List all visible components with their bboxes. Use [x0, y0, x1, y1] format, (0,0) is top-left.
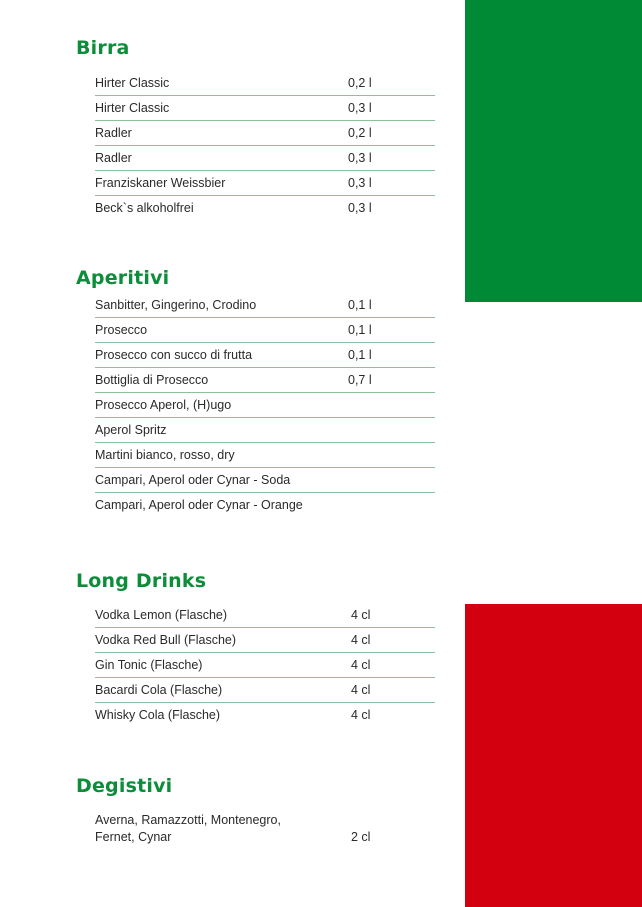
item-name: Bottiglia di Prosecco — [95, 373, 209, 387]
list-item — [95, 493, 435, 518]
item-name: Hirter Classic — [95, 76, 170, 90]
list-item — [95, 121, 435, 146]
section-aperitivi — [76, 267, 436, 512]
item-name: Franziskaner Weissbier — [95, 176, 226, 190]
flag-red-block — [465, 604, 642, 907]
item-size: 0,7 l — [348, 373, 372, 387]
item-name: Radler — [95, 126, 132, 140]
item-name: Campari, Aperol oder Cynar - Orange — [95, 498, 303, 512]
list-item — [95, 603, 435, 628]
list-item — [95, 653, 435, 678]
item-name: Vodka Red Bull (Flasche) — [95, 633, 237, 647]
section-degistivi — [76, 775, 436, 844]
list-item — [95, 443, 435, 468]
item-name: Radler — [95, 151, 132, 165]
section-title-long-drinks: Long Drinks — [76, 570, 207, 592]
degistivi-list — [95, 812, 435, 848]
item-name: Martini bianco, rosso, dry — [95, 448, 235, 462]
item-size: 4 cl — [351, 708, 371, 722]
item-size: 0,3 l — [348, 151, 372, 165]
item-name: Sanbitter, Gingerino, Crodino — [95, 298, 257, 312]
list-item — [95, 678, 435, 703]
item-size: 0,1 l — [348, 323, 372, 337]
item-size: 0,2 l — [348, 126, 372, 140]
item-name: Vodka Lemon (Flasche) — [95, 608, 228, 622]
list-item — [95, 368, 435, 393]
item-name: Whisky Cola (Flasche) — [95, 708, 221, 722]
section-title-aperitivi: Aperitivi — [76, 267, 170, 289]
list-item — [95, 628, 435, 653]
item-size: 0,3 l — [348, 101, 372, 115]
list-item — [95, 146, 435, 171]
aperitivi-list — [95, 293, 435, 518]
section-title-degistivi: Degistivi — [76, 775, 173, 797]
list-item — [95, 171, 435, 196]
item-name: Campari, Aperol oder Cynar - Soda — [95, 473, 291, 487]
list-item — [95, 812, 435, 848]
item-name: Gin Tonic (Flasche) — [95, 658, 203, 672]
list-item — [95, 196, 435, 221]
item-size: 4 cl — [351, 608, 371, 622]
item-name: Prosecco Aperol, (H)ugo — [95, 398, 232, 412]
list-item — [95, 418, 435, 443]
item-size: 0,3 l — [348, 201, 372, 215]
flag-green-block — [465, 0, 642, 302]
list-item — [95, 96, 435, 121]
item-size: 0,2 l — [348, 76, 372, 90]
item-size: 0,3 l — [348, 176, 372, 190]
long-drinks-list — [95, 603, 435, 728]
list-item — [95, 293, 435, 318]
item-size: 2 cl — [351, 830, 371, 844]
item-size: 0,1 l — [348, 348, 372, 362]
item-name-line-2: Fernet, Cynar — [95, 830, 172, 844]
list-item — [95, 343, 435, 368]
section-title-birra: Birra — [76, 37, 130, 59]
item-size: 4 cl — [351, 633, 371, 647]
list-item — [95, 703, 435, 728]
list-item — [95, 393, 435, 418]
section-birra — [76, 37, 436, 215]
item-name-line-1: Averna, Ramazzotti, Montenegro, — [95, 813, 281, 827]
item-name: Aperol Spritz — [95, 423, 167, 437]
list-item — [95, 318, 435, 343]
list-item — [95, 468, 435, 493]
item-name — [95, 812, 325, 846]
item-name: Bacardi Cola (Flasche) — [95, 683, 223, 697]
item-name: Beck`s alkoholfrei — [95, 201, 194, 215]
item-name: Hirter Classic — [95, 101, 170, 115]
item-size: 4 cl — [351, 683, 371, 697]
item-name: Prosecco con succo di frutta — [95, 348, 253, 362]
item-name: Prosecco — [95, 323, 148, 337]
item-size: 0,1 l — [348, 298, 372, 312]
item-size: 4 cl — [351, 658, 371, 672]
birra-list — [95, 71, 435, 221]
section-long-drinks — [76, 570, 436, 722]
list-item — [95, 71, 435, 96]
